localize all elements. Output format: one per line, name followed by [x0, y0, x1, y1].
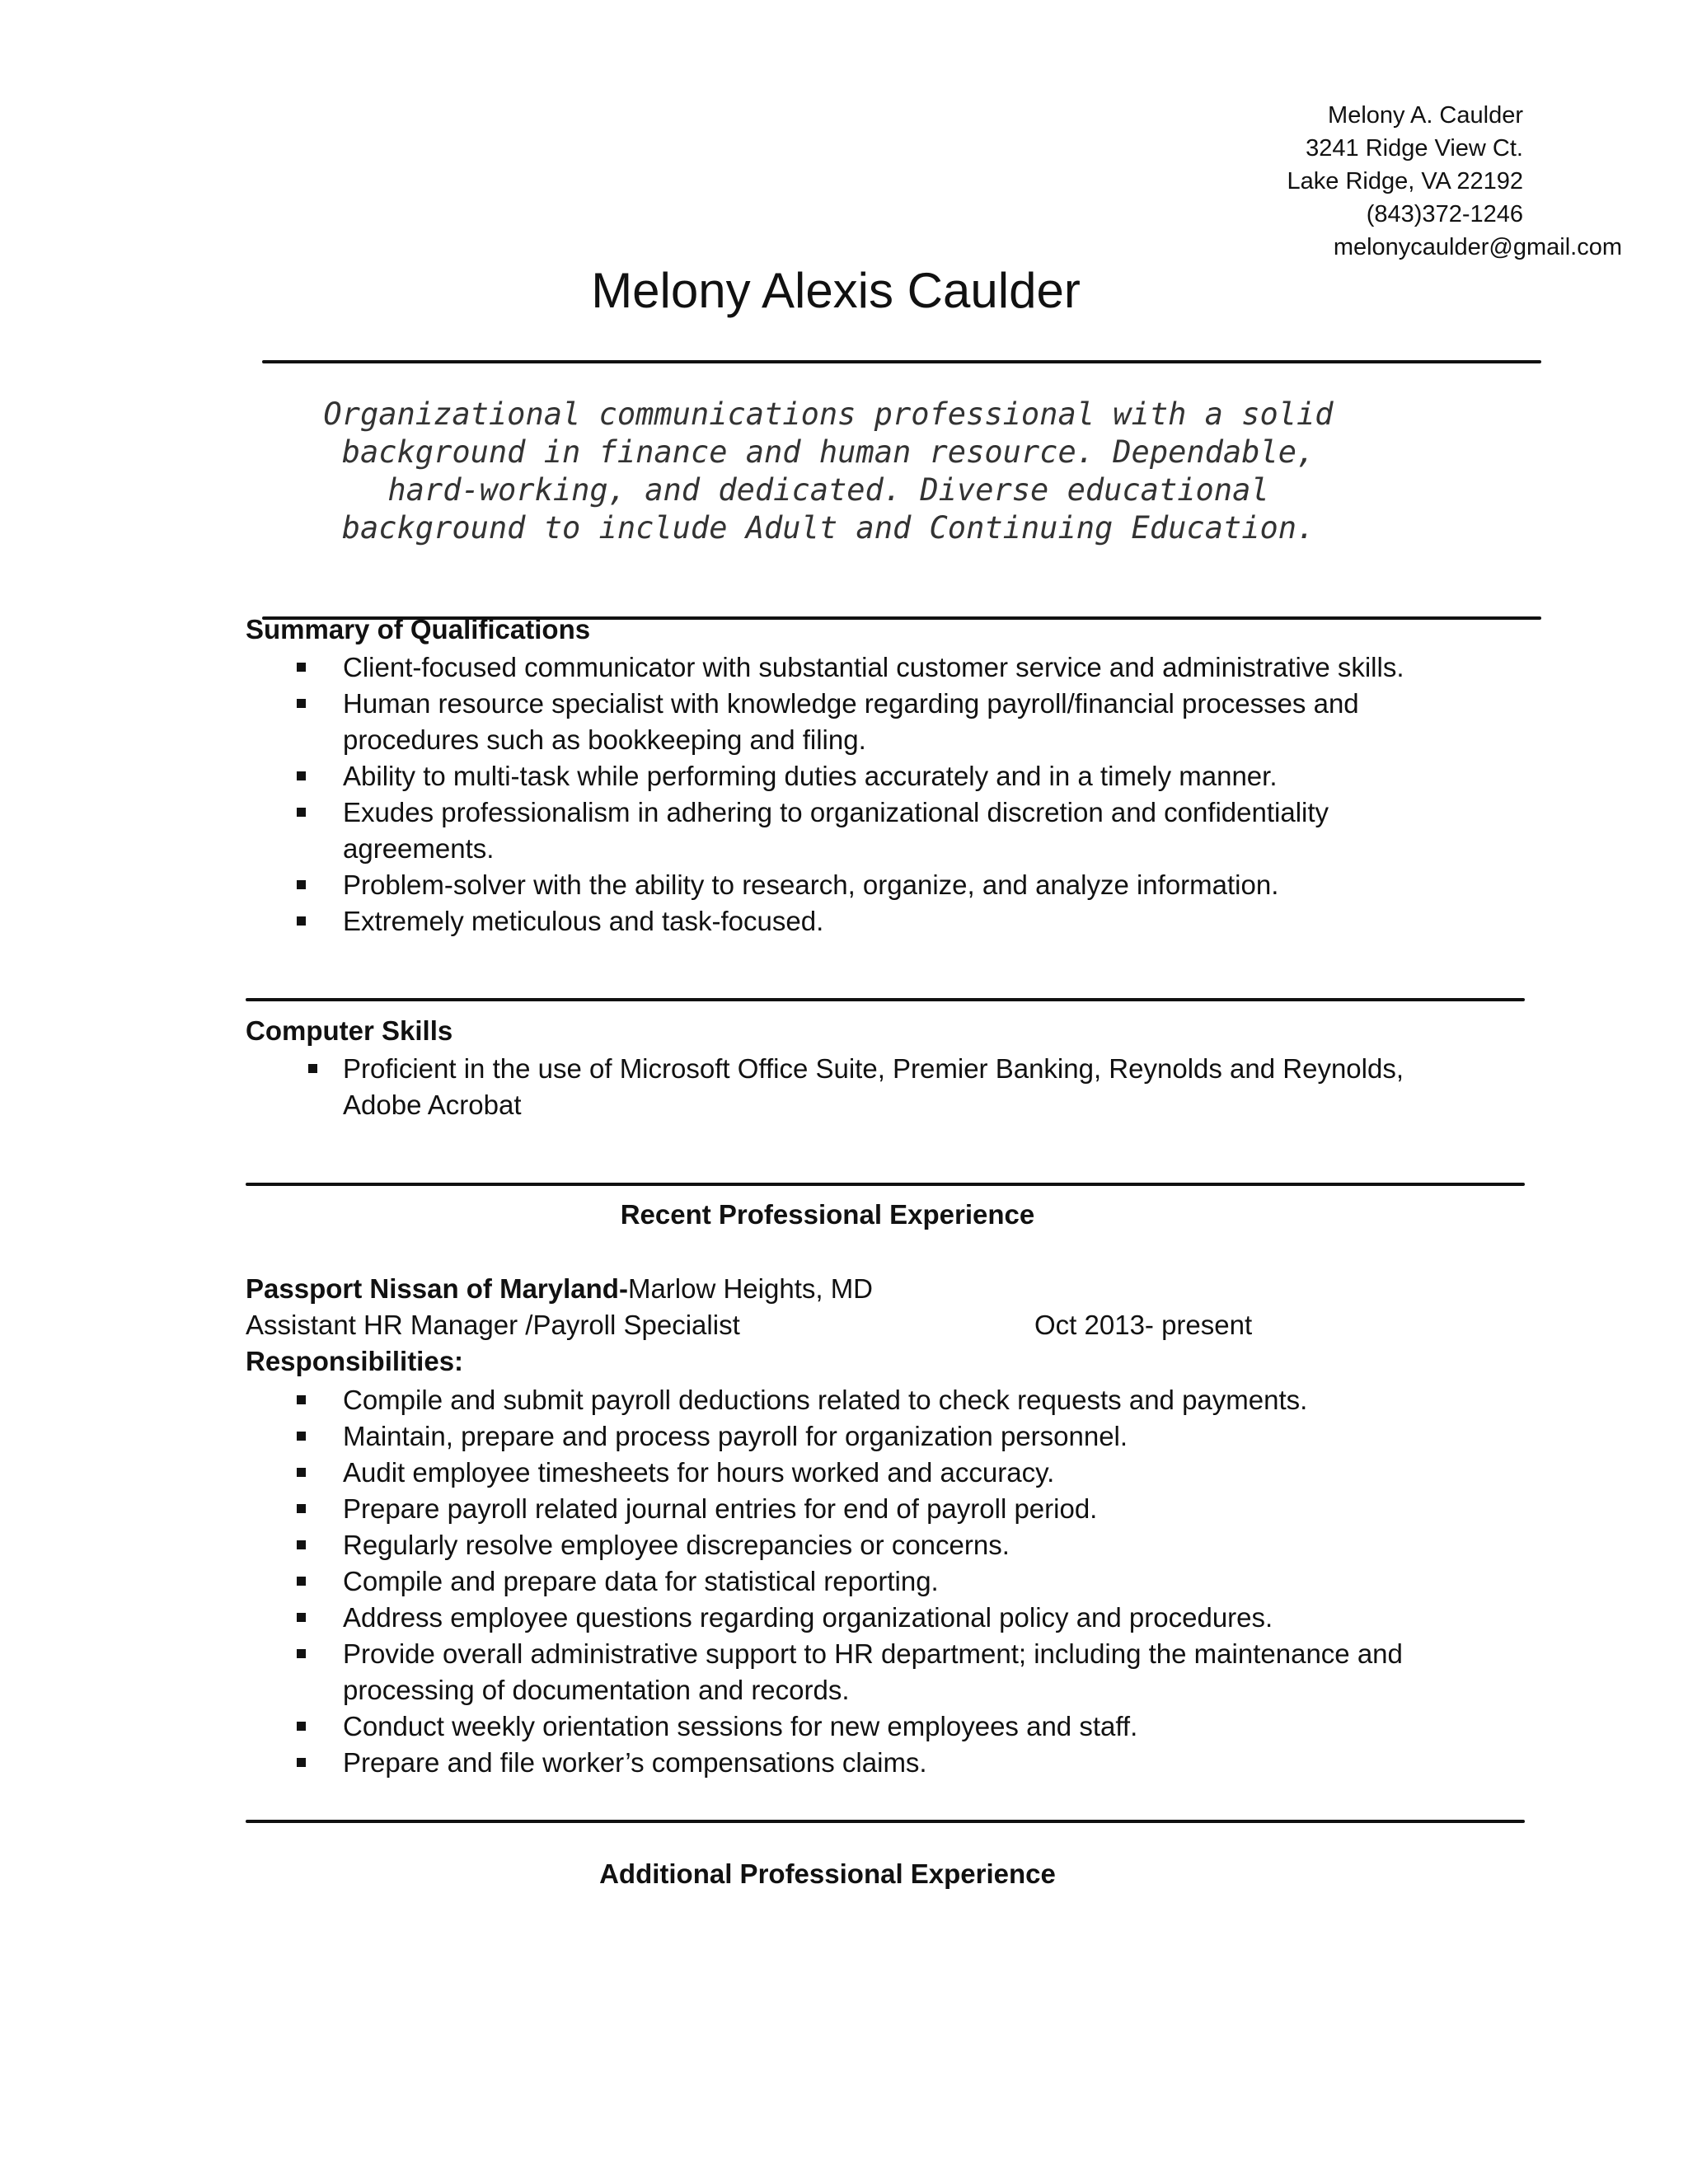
bullet-square-icon	[308, 1064, 317, 1073]
contact-city: Lake Ridge, VA 22192	[1287, 168, 1523, 194]
qualifications-heading: Summary of Qualifications	[246, 614, 591, 644]
bullet-square-icon	[297, 1577, 306, 1586]
list-item: Address employee questions regarding organizational policy and procedures.	[343, 1600, 1406, 1636]
divider-rule	[246, 998, 1525, 1001]
employer-name: Passport Nissan of Maryland-	[246, 1273, 628, 1304]
objective-statement: Organizational communications professional with a solid background in finance and human resource. Dependable, hard-working, and dedicated. Diverse educational background to include Adult and Continuing Education.	[323, 396, 1334, 546]
divider-rule	[262, 360, 1541, 363]
list-item: Audit employee timesheets for hours worked and accuracy.	[343, 1455, 1406, 1491]
additional-experience-heading: Additional Professional Experience	[599, 1858, 1056, 1889]
list-item: Compile and prepare data for statistical reporting.	[343, 1563, 1406, 1600]
bullet-square-icon	[297, 1722, 306, 1731]
bullet-square-icon	[297, 771, 306, 780]
divider-rule	[246, 1183, 1525, 1186]
list-item: Provide overall administrative support to HR department; including the maintenance and processing of documentation and records.	[343, 1636, 1406, 1708]
job-title: Assistant HR Manager /Payroll Specialist	[246, 1310, 740, 1340]
qualifications-list	[343, 649, 1406, 940]
responsibilities-label: Responsibilities:	[246, 1346, 464, 1376]
bullet-square-icon	[297, 663, 306, 672]
list-item: Conduct weekly orientation sessions for new employees and staff.	[343, 1708, 1406, 1745]
list-item: Regularly resolve employee discrepancies or concerns.	[343, 1527, 1406, 1563]
list-item: Problem-solver with the ability to research, organize, and analyze information.	[343, 867, 1406, 903]
job-dates: Oct 2013- present	[1034, 1310, 1253, 1340]
contact-name: Melony A. Caulder	[1328, 102, 1523, 129]
bullet-square-icon	[297, 1432, 306, 1441]
computer-skills-heading: Computer Skills	[246, 1015, 453, 1046]
full-name-text: Melony Alexis Caulder	[591, 263, 1081, 318]
list-item: Ability to multi-task while performing duties accurately and in a timely manner.	[343, 758, 1406, 794]
bullet-square-icon	[297, 1649, 306, 1658]
contact-street: 3241 Ridge View Ct.	[1306, 135, 1523, 162]
contact-email: melonycaulder@gmail.com	[1333, 234, 1622, 260]
bullet-square-icon	[297, 808, 306, 817]
list-item: Prepare and file worker’s compensations claims.	[343, 1745, 1406, 1781]
bullet-square-icon	[297, 1758, 306, 1767]
employer-line	[246, 1273, 873, 1305]
bullet-square-icon	[297, 880, 306, 889]
recent-experience-heading: Recent Professional Experience	[620, 1199, 1035, 1230]
list-item: Extremely meticulous and task-focused.	[343, 903, 1406, 940]
employer-location: Marlow Heights, MD	[627, 1273, 874, 1304]
bullet-square-icon	[297, 1395, 306, 1404]
responsibilities-list	[343, 1382, 1406, 1781]
contact-phone: (843)372-1246	[1366, 201, 1523, 227]
computer-skills-list	[343, 1051, 1439, 1123]
bullet-square-icon	[297, 916, 306, 926]
list-item: Proficient in the use of Microsoft Office Suite, Premier Banking, Reynolds and Reynolds, Adobe Acrobat	[343, 1051, 1439, 1123]
list-item: Maintain, prepare and process payroll for organization personnel.	[343, 1418, 1406, 1455]
bullet-square-icon	[297, 1468, 306, 1477]
list-item: Exudes professionalism in adhering to organizational discretion and confidentiality agreements.	[343, 794, 1406, 867]
bullet-square-icon	[297, 699, 306, 708]
list-item: Human resource specialist with knowledge regarding payroll/financial processes and procedures such as bookkeeping and filing.	[343, 686, 1406, 758]
contact-block	[1287, 99, 1622, 264]
list-item: Prepare payroll related journal entries for end of payroll period.	[343, 1491, 1406, 1527]
bullet-square-icon	[297, 1540, 306, 1549]
list-item: Client-focused communicator with substantial customer service and administrative skills.	[343, 649, 1406, 686]
full-name-heading	[0, 262, 1688, 319]
divider-rule	[246, 1820, 1525, 1823]
bullet-square-icon	[297, 1613, 306, 1622]
list-item: Compile and submit payroll deductions related to check requests and payments.	[343, 1382, 1406, 1418]
bullet-square-icon	[297, 1504, 306, 1513]
